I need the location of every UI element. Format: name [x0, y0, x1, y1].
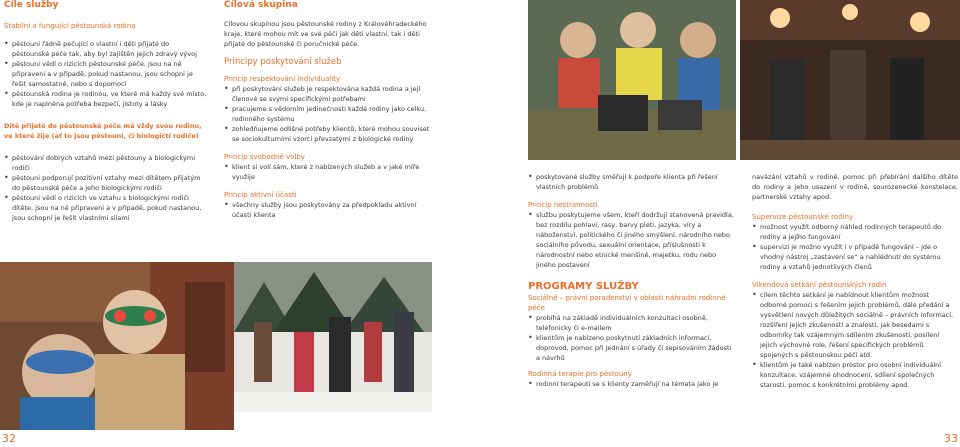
- list-item: • pěstouni podporují pozitivní vztahy mezi dítětem přijatým do pěstounské péče a jeho biologickými rodiči: [4, 173, 208, 193]
- photo-children-masks-image: [0, 262, 234, 430]
- photo-evening-gathering-image: [740, 0, 960, 160]
- list-item: • poskytované služby směřují k podpoře klienta při řešení vlastních problémů: [528, 172, 736, 192]
- page-number-left: 32: [2, 432, 16, 445]
- program-family-therapy: Rodinná terapie pro pěstouny: [528, 370, 632, 378]
- list-item: • možnost využít odborný náhled rodinných terapeutů do rodiny a jejího fungování: [752, 222, 958, 242]
- list-item: • všechny služby jsou poskytovány za předpokladu aktivní účasti klienta: [224, 200, 432, 220]
- col-goals: [4, 0, 208, 223]
- program-legal-counseling: Sociálně – právní poradenství v oblasti náhradní rodinné péče: [528, 294, 726, 312]
- programs-title: PROGRAMY SLUŽBY: [528, 281, 639, 292]
- col-principles-cont: [528, 172, 736, 389]
- principle-individuality: Princip respektování individuality: [224, 75, 341, 83]
- list-item: • při poskytování služeb je respektována každá rodina a její členové se svými specifickými potřebami: [224, 84, 432, 104]
- col-target: [224, 0, 432, 220]
- list-item: • pěstouni vědí o rizicích ve vztahu s biologickými rodiči dítěte, jsou na ně připraveni a v případě, pokud nastanou, jsou schopni je řešit vlastními silami: [4, 193, 208, 223]
- principles-title: Principy poskytování služeb: [224, 57, 342, 67]
- target-title: Cílová skupina: [224, 0, 298, 10]
- list-item: • rodinní terapeuti se s klienty zaměřují na témata jako je: [528, 379, 736, 389]
- photo-evening-gathering: [740, 0, 960, 160]
- list-item: • klientům je také nabízen prostor pro osobní individuální konzultace, vzájemné ohodnocení, sdílení společných starostí, pomoc s konkrétními problémy apod.: [752, 360, 958, 390]
- list-item: • pěstování dobrých vztahů mezi pěstouny a biologickými rodiči: [4, 153, 208, 173]
- list-item: • pracujeme s vědomím jedinečnosti každé rodiny jako celku, rodinného systému: [224, 104, 432, 124]
- photo-children-tablets-image: [528, 0, 736, 160]
- photo-winter-outing-image: [234, 262, 432, 412]
- principle-individuality-list: [224, 84, 432, 144]
- list-item: • službu poskytujeme všem, kteří dodržují stanovená pravidla, bez rozdílu pohlaví, rasy, barvy pleti, jazyka, víry a náboženství, politického či jiného smýšlení, národního nebo sociálního původu, sexuální orientace, příslušnosti k národnostní nebo etnické menšině, majetku, rodu nebo jiného postavení: [528, 210, 736, 270]
- program-weekend-meetings: Víkendová setkání pěstounských rodin: [752, 281, 887, 289]
- goals-list-1: [4, 39, 208, 109]
- col-programs-cont: [752, 172, 958, 390]
- list-item: • zohledňujeme odlišné potřeby klientů, které mohou souviset se sociokulturními vzorci převzatými z biologické rodiny: [224, 124, 432, 144]
- goals-list-2: [4, 153, 208, 223]
- list-item: • supervizi je možno využít i v případě fungování – jde o vhodný nástroj „zastavení se“ a nahlédnutí do systému rodiny a vztahů jednotlivých členů: [752, 242, 958, 272]
- support-list: [528, 172, 736, 192]
- principle-neutrality-list: [528, 210, 736, 270]
- list-item: • probíhá na základě individuálních konzultací osobně, telefonicky či e-mailem: [528, 313, 736, 333]
- photo-children-masks: [0, 262, 234, 430]
- program-weekend-meetings-list: [752, 290, 958, 390]
- list-item: • pěstouni řádně pečující o vlastní i děti přijaté do pěstounské péče tak, aby byl zajištěn jejich zdravý vývoj: [4, 39, 208, 59]
- program-legal-counseling-list: [528, 313, 736, 363]
- principle-active-list: [224, 200, 432, 220]
- program-family-therapy-list: [528, 379, 736, 389]
- principle-neutrality: Princip nestrannosti: [528, 201, 598, 209]
- photo-winter-outing: [234, 262, 432, 412]
- list-item: • klientům je nabízeno poskytnutí základních informací, doprovod, pomoc při jednání s úřady či sepisováním žádosti a návrhů: [528, 333, 736, 363]
- list-item: • klient si volí sám, které z nabízených služeb a v jaké míře využije: [224, 162, 432, 182]
- principle-free-choice-list: [224, 162, 432, 182]
- goals-subtitle: Stabilní a fungující pěstounská rodina: [4, 22, 136, 30]
- photo-children-tablets: [528, 0, 736, 160]
- goals-accent: Dítě přijaté do pěstounské péče má vždy svou rodinu, ve které žije (ať to jsou pěstouni, či biologičtí rodiče): [4, 122, 202, 140]
- principle-active: Princip aktivní účasti: [224, 191, 297, 199]
- program-supervision-list: [752, 222, 958, 272]
- list-item: • pěstounská rodina je rodinou, ve které má každý své místo, kde je naplněna potřeba bezpečí, jistoty a lásky: [4, 89, 208, 109]
- program-supervision: Supervize pěstounské rodiny: [752, 213, 854, 221]
- therapy-topics: navázání vztahů v rodině, pomoc při přebírání dalšího dítěte do rodiny a jeho usazení v rodině, sourozenecké konstelace, partnerské vztahy apod.: [752, 173, 958, 201]
- list-item: • cílem těchto setkání je nabídnout klientům možnost odborné pomoci s řešením jejich problémů, dále předání a vysvětlení nových důležitých sociálně – právních informací, rozšíření jejich zkušeností a znalostí, jak besedami s odborníky tak vzájemným sdílením zkušeností, posílení jejich výchovné role, řešení specifických problémů spojených s pěstounskou péčí atd.: [752, 290, 958, 360]
- page-number-right: 33: [944, 432, 958, 445]
- goals-title: Cíle služby: [4, 0, 59, 10]
- principle-free-choice: Princip svobodné volby: [224, 153, 305, 161]
- list-item: • pěstouni vědí o rizicích pěstounské péče, jsou na ně připraveni a v případě, pokud nastanou, jsou schopni je řešit samostatně, nebo s dopomocí: [4, 59, 208, 89]
- target-text: Cílovou skupinou jsou pěstounské rodiny z Královéhradeckého kraje, které mohou mít ve své péči jak děti vlastní, tak i děti přijaté do pěstounské či poručnické péče.: [224, 20, 427, 48]
